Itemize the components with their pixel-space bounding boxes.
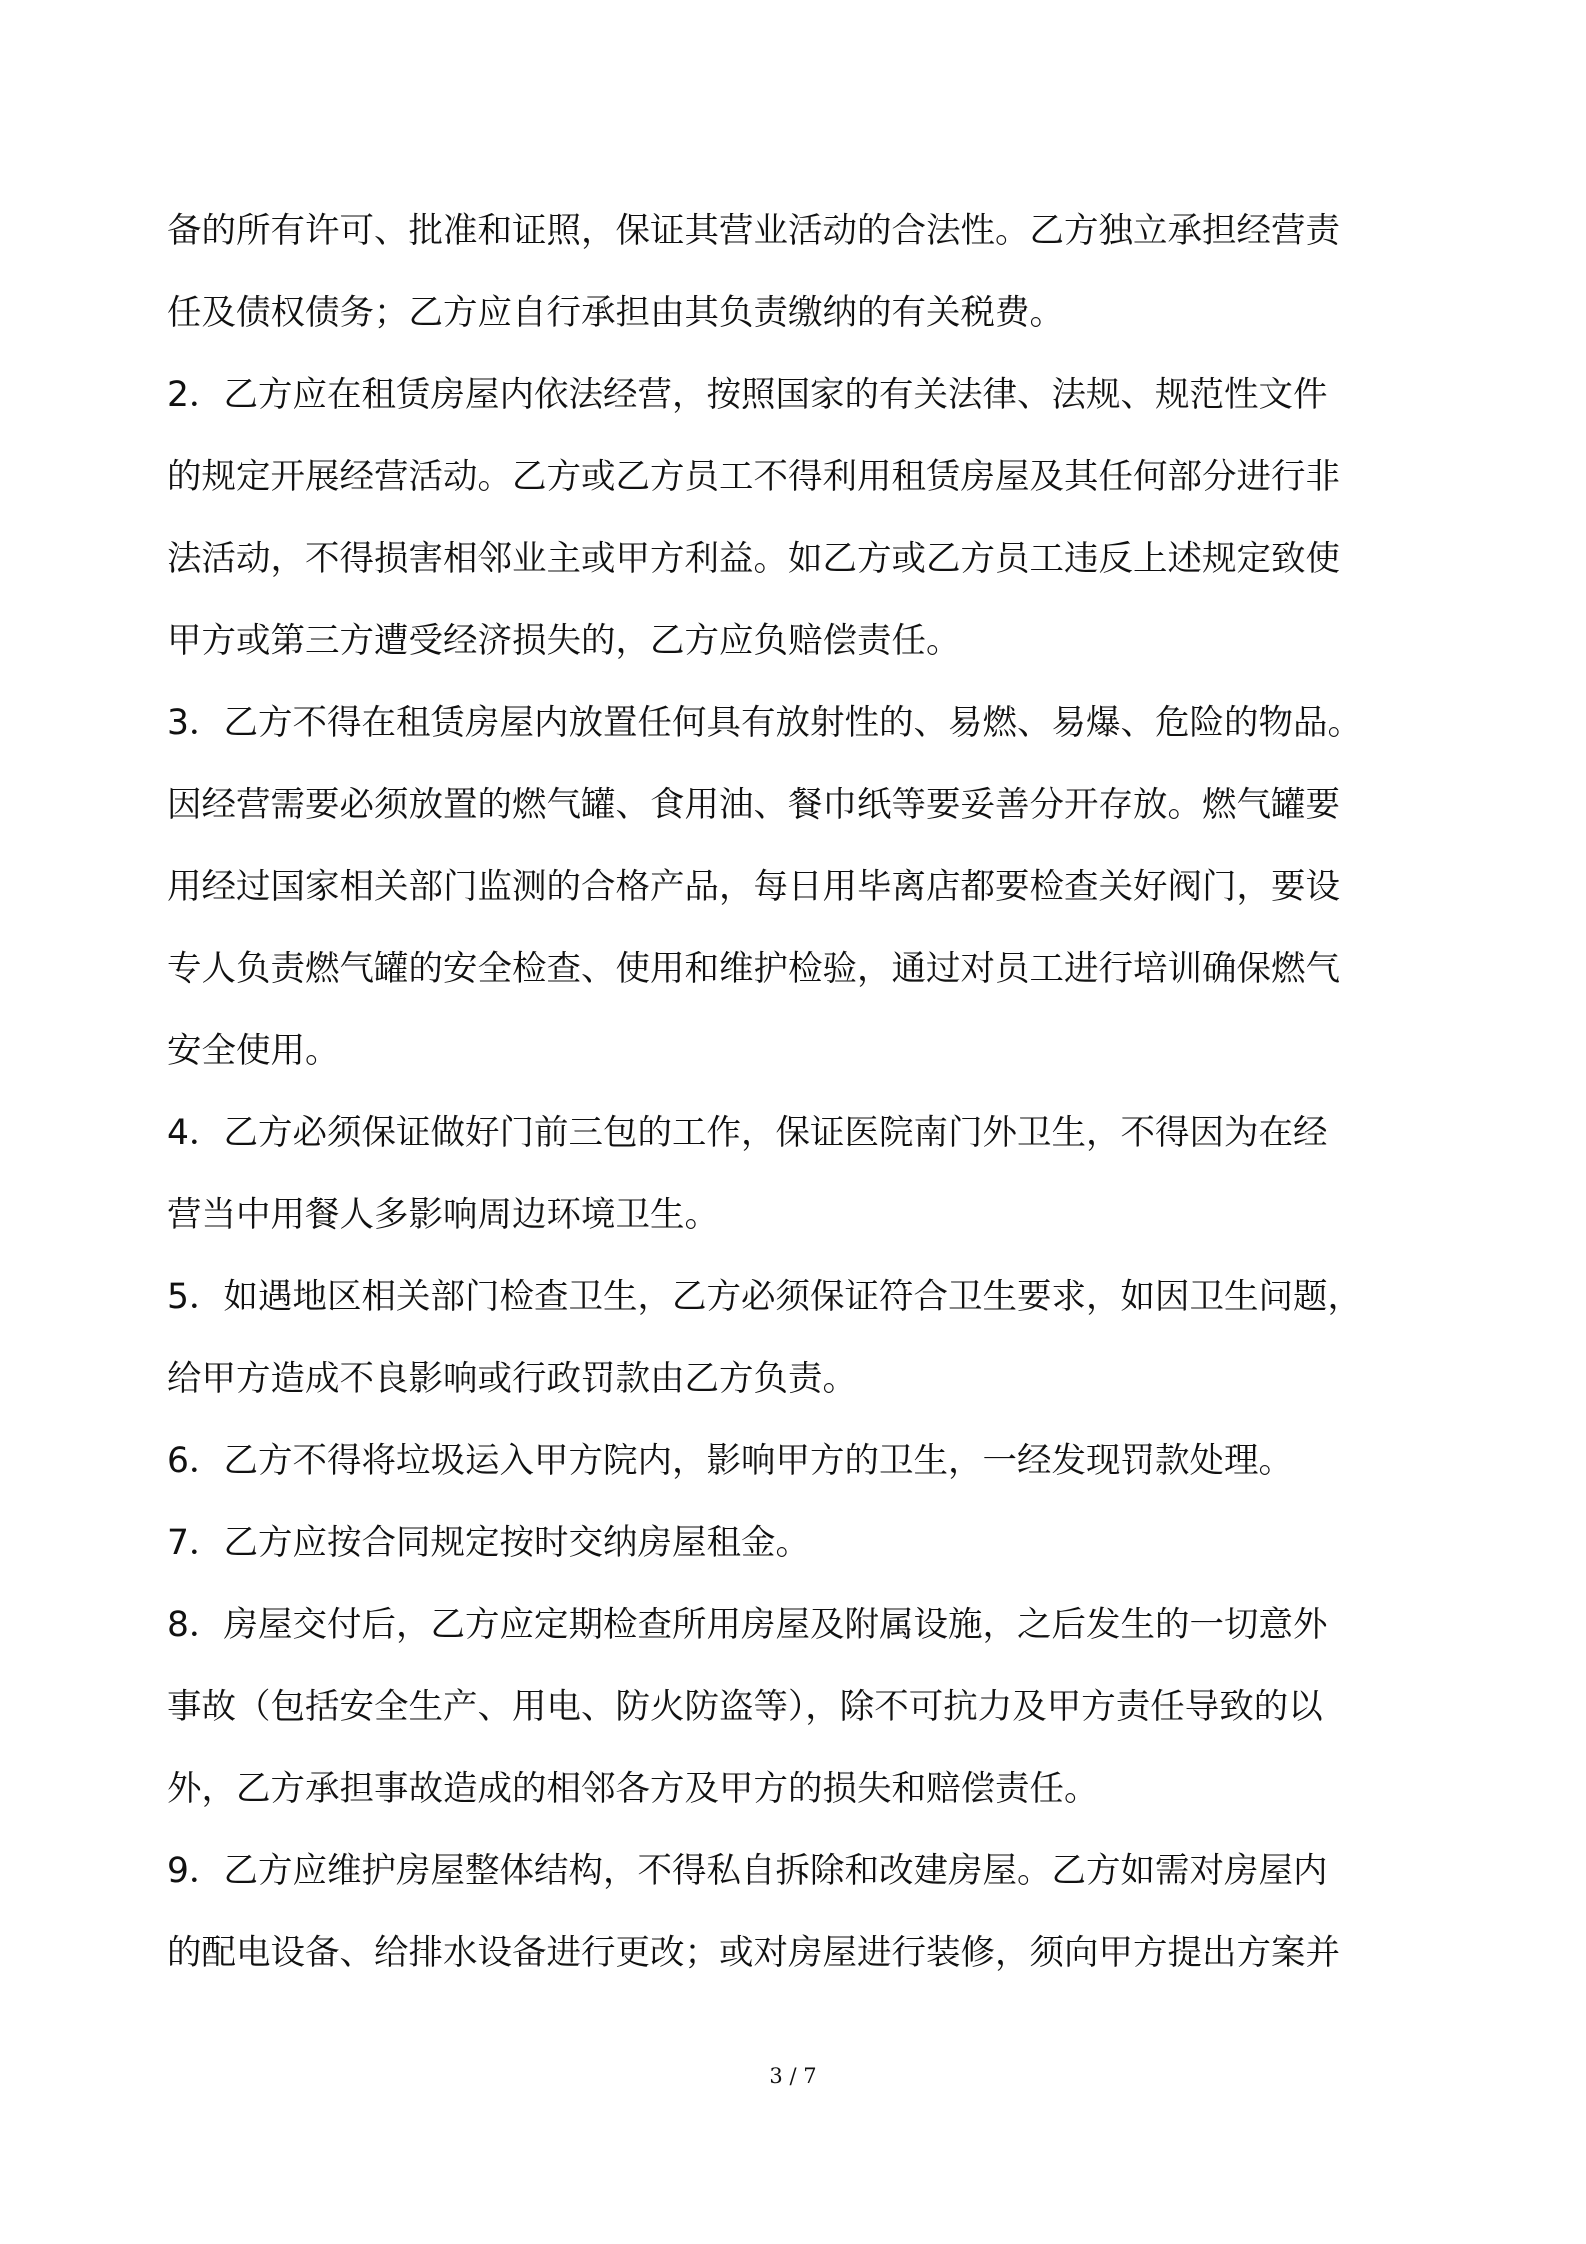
text-line: 8．房屋交付后，乙方应定期检查所用房屋及附属设施，之后发生的一切意外 [167, 1605, 1328, 1645]
text-line: 因经营需要必须放置的燃气罐、食用油、餐巾纸等要妥善分开存放。燃气罐要 [167, 785, 1340, 825]
text-line: 营当中用餐人多影响周边环境卫生。 [167, 1195, 719, 1235]
text-line: 专人负责燃气罐的安全检查、使用和维护检验，通过对员工进行培训确保燃气 [167, 949, 1340, 989]
text-line: 7．乙方应按合同规定按时交纳房屋租金。 [167, 1523, 810, 1563]
text-line: 用经过国家相关部门监测的合格产品，每日用毕离店都要检查关好阀门，要设 [167, 867, 1340, 907]
text-line: 安全使用。 [167, 1031, 340, 1071]
text-line: 甲方或第三方遭受经济损失的，乙方应负赔偿责任。 [167, 621, 961, 661]
text-line: 5．如遇地区相关部门检查卫生，乙方必须保证符合卫生要求，如因卫生问题， [167, 1277, 1362, 1317]
text-line: 9．乙方应维护房屋整体结构，不得私自拆除和改建房屋。乙方如需对房屋内 [167, 1851, 1328, 1891]
text-line: 4．乙方必须保证做好门前三包的工作，保证医院南门外卫生，不得因为在经 [167, 1113, 1328, 1153]
text-line: 备的所有许可、批准和证照，保证其营业活动的合法性。乙方独立承担经营责 [167, 211, 1340, 251]
text-line: 3．乙方不得在租赁房屋内放置任何具有放射性的、易燃、易爆、危险的物品。 [167, 703, 1362, 743]
page-number: 3 / 7 [769, 2064, 817, 2088]
text-line: 6．乙方不得将垃圾运入甲方院内，影响甲方的卫生，一经发现罚款处理。 [167, 1441, 1293, 1481]
text-line: 外，乙方承担事故造成的相邻各方及甲方的损失和赔偿责任。 [167, 1769, 1099, 1809]
text-line: 的配电设备、给排水设备进行更改；或对房屋进行装修，须向甲方提出方案并 [167, 1933, 1340, 1973]
text-line: 2．乙方应在租赁房屋内依法经营，按照国家的有关法律、法规、规范性文件 [167, 375, 1328, 415]
text-line: 给甲方造成不良影响或行政罚款由乙方负责。 [167, 1359, 857, 1399]
text-line: 事故（包括安全生产、用电、防火防盗等），除不可抗力及甲方责任导致的以 [167, 1687, 1323, 1727]
document-body [167, 200, 1457, 2004]
text-line: 法活动，不得损害相邻业主或甲方利益。如乙方或乙方员工违反上述规定致使 [167, 539, 1340, 579]
text-line: 的规定开展经营活动。乙方或乙方员工不得利用租赁房屋及其任何部分进行非 [167, 457, 1340, 497]
text-line: 任及债权债务；乙方应自行承担由其负责缴纳的有关税费。 [167, 293, 1064, 333]
